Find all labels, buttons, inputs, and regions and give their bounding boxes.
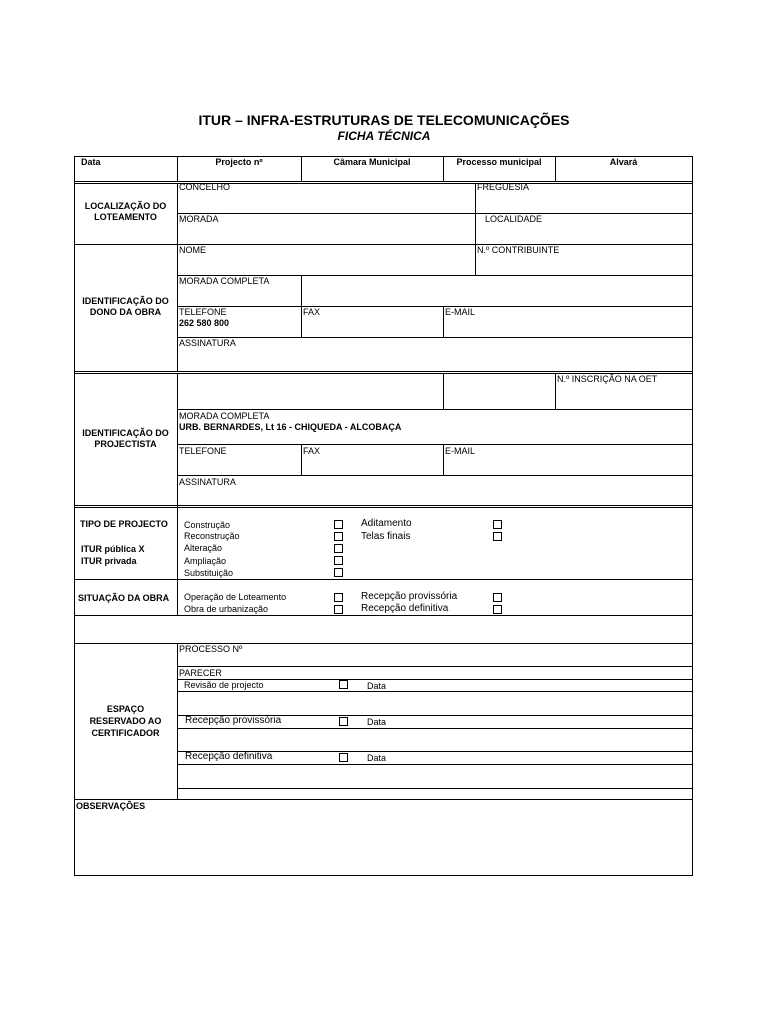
parecer-field[interactable]: PARECER <box>179 668 222 678</box>
dono-assinatura-field[interactable]: ASSINATURA <box>179 338 236 348</box>
cert-recepcao-definitiva: Recepção definitiva <box>185 751 273 762</box>
revisao-data: Data <box>367 681 387 691</box>
form-subtitle: FICHA TÉCNICA <box>337 129 431 143</box>
checkbox-ampliacao[interactable] <box>334 556 343 565</box>
revisao-projecto: Revisão de projecto <box>184 680 264 690</box>
tipo-reconstrucao: Reconstrução <box>184 531 240 541</box>
checkbox-telas-finais[interactable] <box>493 532 502 541</box>
projectista-morada-value: URB. BERNARDES, Lt 16 - CHIQUEDA - ALCOBAÇA <box>179 422 402 432</box>
tipo-substituicao: Substituição <box>184 568 234 578</box>
checkbox-urbanizacao[interactable] <box>334 605 343 614</box>
cert-recepcao-definitiva-data: Data <box>367 753 387 763</box>
dono-morada-field[interactable]: MORADA COMPLETA <box>179 276 270 286</box>
contribuinte-field[interactable]: N.º CONTRIBUINTE <box>477 245 560 255</box>
observacoes-field[interactable] <box>75 813 692 875</box>
dono-email-field[interactable]: E-MAIL <box>445 307 476 317</box>
checkbox-construcao[interactable] <box>334 520 343 529</box>
tipo-aditamento: Aditamento <box>361 518 412 529</box>
col-projecto: Projecto nº <box>215 157 263 167</box>
checkbox-reconstrucao[interactable] <box>334 532 343 541</box>
section-certificador-label-3: CERTIFICADOR <box>91 728 160 738</box>
freguesia-field[interactable]: FREGUESIA <box>477 182 530 192</box>
col-camara: Câmara Municipal <box>333 157 411 167</box>
checkbox-revisao[interactable] <box>339 680 348 689</box>
checkbox-cert-recepcao-definitiva[interactable] <box>339 753 348 762</box>
situacao-loteamento: Operação de Loteamento <box>184 592 287 602</box>
projectista-fax-field[interactable]: FAX <box>303 446 321 456</box>
checkbox-recepcao-definitiva[interactable] <box>493 605 502 614</box>
tipo-construcao: Construção <box>184 520 231 530</box>
section-tipo-label: TIPO DE PROJECTO <box>80 519 168 529</box>
section-dono-label-2: DONO DA OBRA <box>89 307 162 317</box>
projectista-assinatura-field[interactable]: ASSINATURA <box>179 477 236 487</box>
section-localizacao-label-2: LOTEAMENTO <box>94 212 157 222</box>
dono-telefone-label: TELEFONE <box>179 307 227 317</box>
col-processo: Processo municipal <box>456 157 542 167</box>
nome-field[interactable]: NOME <box>179 245 206 255</box>
checkbox-substituicao[interactable] <box>334 568 343 577</box>
section-certificador-label: ESPAÇO <box>106 704 145 714</box>
section-localizacao-label: LOCALIZAÇÃO DO <box>84 201 167 211</box>
section-certificador-label-2: RESERVADO AO <box>89 716 162 726</box>
observacoes-label: OBSERVAÇÕES <box>76 801 146 811</box>
itur-privada: ITUR privada <box>81 556 137 566</box>
localidade-field[interactable]: LOCALIDADE <box>485 214 543 224</box>
inscricao-oet-field[interactable]: N.º INSCRIÇÃO NA OET <box>557 374 658 384</box>
tipo-ampliacao: Ampliação <box>184 556 227 566</box>
situacao-urbanizacao: Obra de urbanização <box>184 604 269 614</box>
col-data: Data <box>81 157 101 167</box>
itur-publica: ITUR pública X <box>81 544 145 554</box>
concelho-field[interactable]: CONCELHO <box>179 182 231 192</box>
morada-field[interactable]: MORADA <box>179 214 219 224</box>
projectista-morada-label: MORADA COMPLETA <box>179 411 270 421</box>
checkbox-alteracao[interactable] <box>334 544 343 553</box>
section-projectista-label-2: PROJECTISTA <box>94 439 157 449</box>
cert-recepcao-provisoria: Recepção provissória <box>185 715 282 726</box>
form-title: ITUR – INFRA-ESTRUTURAS DE TELECOMUNICAÇÕES <box>198 112 570 128</box>
section-situacao-label: SITUAÇÃO DA OBRA <box>78 593 170 603</box>
processo-n-field[interactable]: PROCESSO Nº <box>179 644 243 654</box>
tipo-alteracao: Alteração <box>184 543 223 553</box>
dono-fax-field[interactable]: FAX <box>303 307 321 317</box>
checkbox-cert-recepcao-provisoria[interactable] <box>339 717 348 726</box>
dono-telefone-value: 262 580 800 <box>179 318 230 328</box>
checkbox-recepcao-provisoria[interactable] <box>493 593 502 602</box>
checkbox-loteamento[interactable] <box>334 593 343 602</box>
projectista-email-field[interactable]: E-MAIL <box>445 446 476 456</box>
section-dono-label: IDENTIFICAÇÃO DO <box>82 296 169 306</box>
tipo-telas-finais: Telas finais <box>361 531 411 542</box>
section-projectista-label: IDENTIFICAÇÃO DO <box>82 428 169 438</box>
checkbox-aditamento[interactable] <box>493 520 502 529</box>
col-alvara: Alvará <box>609 157 638 167</box>
cert-recepcao-provisoria-data: Data <box>367 717 387 727</box>
situacao-recepcao-definitiva: Recepção definitiva <box>361 603 449 614</box>
situacao-recepcao-provisoria: Recepção provissória <box>361 591 458 602</box>
projectista-telefone-field[interactable]: TELEFONE <box>179 446 227 456</box>
